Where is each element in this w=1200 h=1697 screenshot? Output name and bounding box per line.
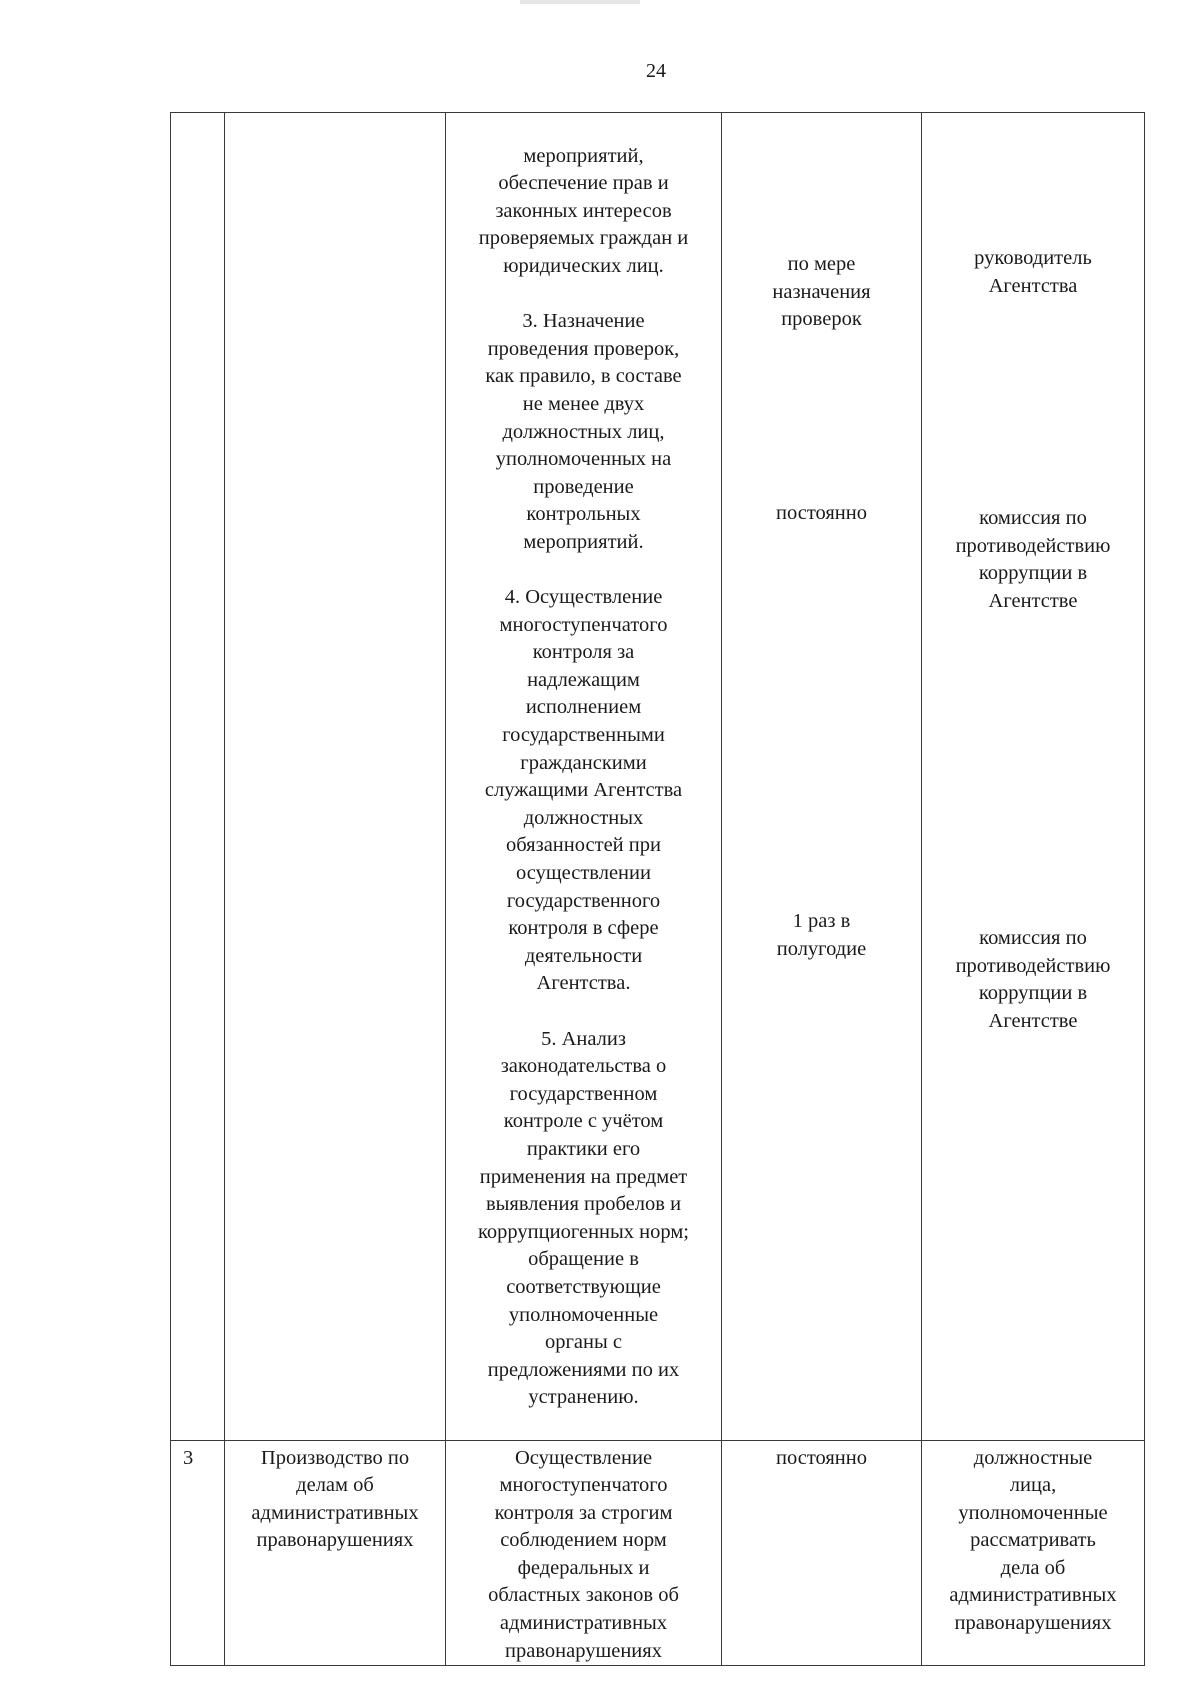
measure-item-3: 3. Назначение проведения проверок, как правило, в составе не менее двух должностных лиц, уполномоченных на проведение контрольных мероприятий. bbox=[485, 310, 682, 553]
measure-item-4: 4. Осуществление многоступенчатого контроля за надлежащим исполнением государственными гражданскими служащими Агентства должностных обязанностей при осуществлении государственного контроля в сфере деятельности Агентства. bbox=[484, 586, 683, 995]
responsible-item-5: комиссия по противодействию коррупции в Агентстве bbox=[955, 927, 1111, 1032]
table-row-continued bbox=[171, 113, 1145, 1441]
cell-number: 3 bbox=[171, 1440, 225, 1666]
cell-title: Производство по делам об административных правонарушениях bbox=[225, 1440, 446, 1666]
cell-responsible bbox=[922, 113, 1145, 1441]
measure-item-5: 5. Анализ законодательства о государственном контроле с учётом практики его применения на предмет выявления пробелов и коррупциогенных норм; обращение в соответствующие уполномоченные органы с предложениями по их устранению. bbox=[478, 1027, 689, 1409]
term-item-3: по мере назначения проверок bbox=[772, 253, 871, 331]
responsible-item-4: комиссия по противодействию коррупции в Агентстве bbox=[955, 507, 1111, 612]
measures-table bbox=[170, 112, 1145, 1666]
term-item-4: постоянно bbox=[776, 502, 867, 524]
cell-responsible: должностные лица, уполномоченные рассматривать дела об административных правонарушениях bbox=[922, 1440, 1145, 1666]
cell-term: постоянно bbox=[722, 1440, 922, 1666]
cell-measures bbox=[446, 113, 722, 1441]
page-number: 24 bbox=[646, 60, 666, 82]
cell-terms bbox=[722, 113, 922, 1441]
cell-title bbox=[225, 113, 446, 1441]
responsible-item-3: руководитель Агентства bbox=[974, 247, 1092, 297]
cell-measure: Осуществление многоступенчатого контроля за строгим соблюдением норм федеральных и областных законов об административных правонарушениях bbox=[446, 1440, 722, 1666]
measure-item-2-tail: мероприятий, обеспечение прав и законных интересов проверяемых граждан и юридических лиц. bbox=[478, 144, 689, 277]
scan-edge-mark bbox=[520, 0, 640, 4]
term-item-5: 1 раз в полугодие bbox=[776, 910, 867, 960]
table-row-3 bbox=[171, 1440, 1145, 1666]
cell-number bbox=[171, 113, 225, 1441]
